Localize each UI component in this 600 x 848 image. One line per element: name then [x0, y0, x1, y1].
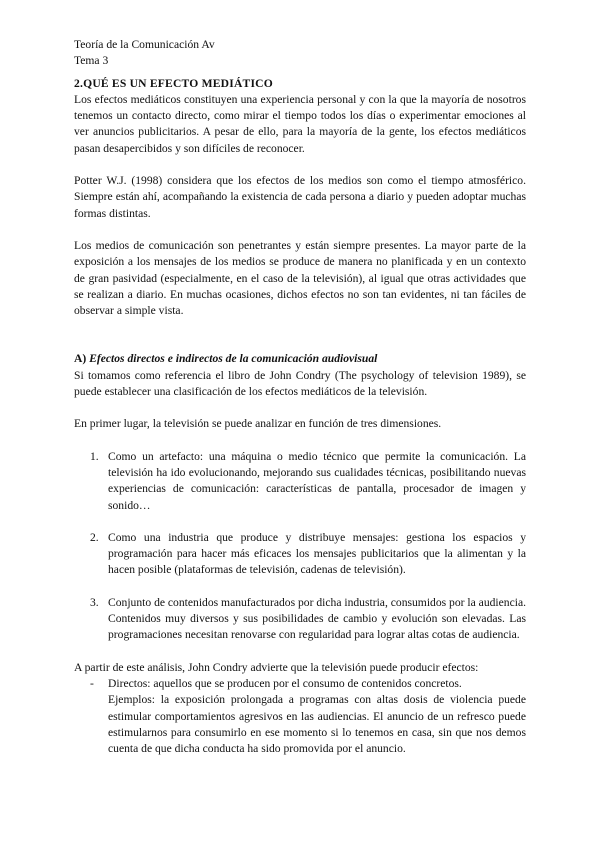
subsection-lead: En primer lugar, la televisión se puede analizar en función de tres dimensiones. — [74, 417, 442, 431]
list-item — [74, 449, 526, 514]
spacer — [74, 400, 526, 416]
paragraph: Los efectos mediáticos constituyen una experiencia personal y con la que la mayoría de nosotros tenemos un contacto directo, como mirar el tiempo todos los días o experimentar emociones al ver anuncios publicitarios. A pesar de ello, para la mayoría de la gente, los efectos mediáticos pasan desapercibidos y son difíciles de reconocer. — [74, 92, 526, 155]
item-number: 2. — [90, 530, 99, 544]
subsection-intro: Si tomamos como referencia el libro de John Condry (The psychology of television 1989), se puede establecer una clasificación de los efectos mediáticos de la televisión. — [74, 368, 526, 399]
dimensions-list — [74, 449, 526, 644]
analysis-paragraph: A partir de este análisis, John Condry advierte que la televisión puede producir efectos: — [74, 660, 479, 674]
effect-example: Ejemplos: la exposición prolongada a programas con altas dosis de violencia puede estimular comportamientos agresivos en las audiencias. El anuncio de un refresco puede estimularnos para consumirlo en ese momento si lo tenemos en casa, sin que nos demos cuenta de que dicha conducta ha sido promovida por el anuncio. — [108, 693, 526, 756]
spacer — [74, 157, 526, 173]
document-page — [74, 37, 526, 757]
item-number: 1. — [90, 449, 99, 463]
spacer — [74, 335, 526, 351]
spacer — [74, 433, 526, 449]
effects-list — [74, 676, 526, 757]
item-number: 3. — [90, 595, 99, 609]
item-dash: - — [90, 676, 94, 690]
effect-text: Directos: aquellos que se producen por el consumo de contenidos concretos. — [108, 676, 462, 690]
list-item — [74, 595, 526, 644]
paragraph: Potter W.J. (1998) considera que los efectos de los medios son como el tiempo atmosférico. Siempre están ahí, acompañando la existencia de cada persona a diario y pueden adoptar muchas formas distintas. — [74, 174, 526, 220]
list-item — [74, 676, 526, 757]
item-text: Conjunto de contenidos manufacturados por dicha industria, consumidos por la audiencia. Contenidos muy diversos y sus posibilidades de cambio y evolución son elevadas. Las programaciones necesitan renovarse con regularidad para lograr altas cotas de audiencia. — [108, 595, 526, 642]
item-text: Como un artefacto: una máquina o medio técnico que permite la comunicación. La televisión ha ido evolucionando, mejorando sus cualidades técnicas, posibilitando nuevas experiencias de comunicación: características de pantalla, procesador de imagen y sonido… — [108, 449, 526, 512]
paragraph: Los medios de comunicación son penetrantes y están siempre presentes. La mayor parte de la exposición a los mensajes de los medios se produce de manera no planificada y en un contexto de gran pasividad (especialmente, en el caso de la televisión), al igual que otras actividades que se realizan a diario. En muchas ocasiones, dichos efectos no son tan evidentes, ni tan fáciles de observar a simple vista. — [74, 238, 526, 318]
spacer — [74, 222, 526, 238]
spacer — [74, 579, 526, 595]
spacer — [74, 644, 526, 660]
subsection-label: A) — [74, 352, 87, 366]
unit-header: Tema 3 — [74, 54, 109, 68]
list-item — [74, 530, 526, 579]
course-header: Teoría de la Comunicación Av — [74, 38, 215, 51]
section-title: 2.QUÉ ES UN EFECTO MEDIÁTICO — [74, 76, 273, 90]
subsection-title: Efectos directos e indirectos de la comunicación audiovisual — [89, 352, 378, 366]
item-text: Como una industria que produce y distribuye mensajes: gestiona los espacios y programación para hacer más eficaces los mensajes publicitarios que la alimentan y la hacen posible (plataformas de televisión, cadenas de televisión). — [108, 530, 526, 577]
spacer — [74, 319, 526, 335]
spacer — [74, 514, 526, 530]
subsection-heading — [74, 351, 526, 367]
